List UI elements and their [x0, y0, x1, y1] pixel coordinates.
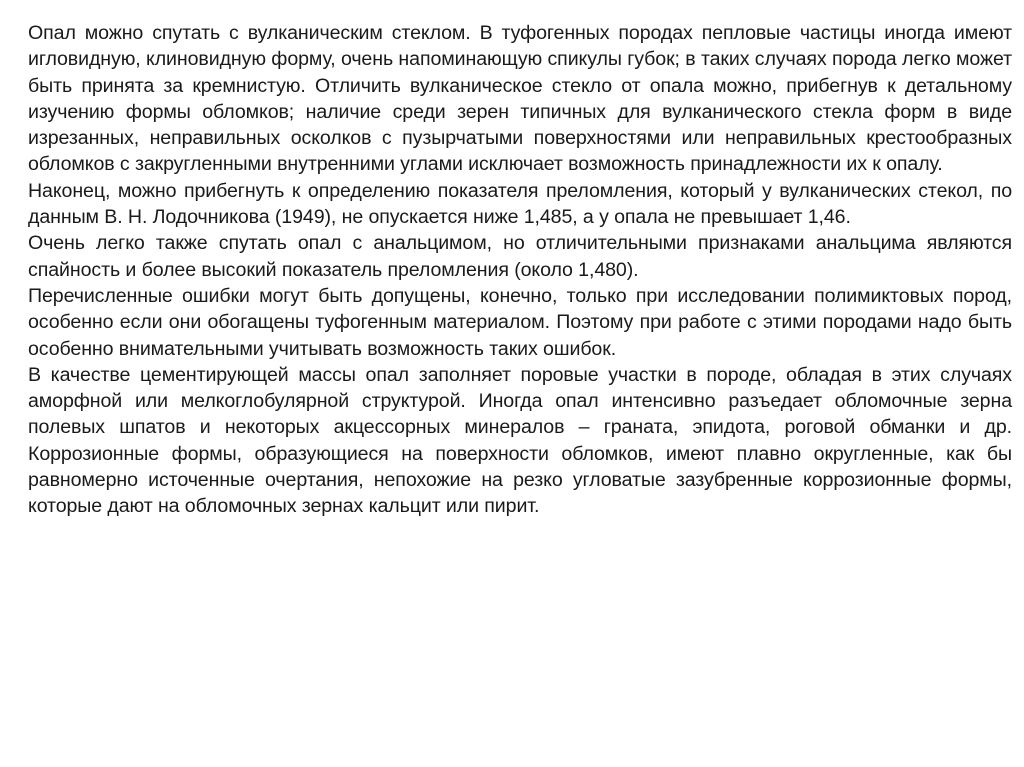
paragraph-analcime: Очень легко также спутать опал с анальцимом, но отличительными признаками анальцима являются спайность и более высокий показатель преломления (около 1,480).	[28, 232, 1012, 281]
paragraph-errors: Перечисленные ошибки могут быть допущены, конечно, только при исследовании полимиктовых пород, особенно если они обогащены туфогенным материалом. Поэтому при работе с этими породами надо быть особенно внимательными учитывать возможность таких ошибок.	[28, 284, 1012, 360]
paragraph-opal-volcanic-glass: Опал можно спутать с вулканическим стеклом. В туфогенных породах пепловые частицы иногда имеют игловидную, клиновидную форму, очень напоминающую спикулы губок; в таких случаях порода легко может быть принята за кремнистую. Отличить вулканическое стекло от опала можно, прибегнув к детальному изучению формы обломков; наличие среди зерен типичных для вулканического стекла форм в виде изрезанных, неправильных осколков с пузырчатыми поверхностями или неправильных крестообразных обломков с закругленными внутренними углами исключает возможность принадлежности их к опалу.	[28, 22, 1012, 176]
document-page	[28, 20, 1012, 520]
paragraph-refractive-index: Наконец, можно прибегнуть к определению показателя преломления, который у вулканических стекол, по данным В. Н. Лодочникова (1949), не опускается ниже 1,485, а у опала не превышает 1,46.	[28, 179, 1012, 229]
paragraph-cement-mass: В качестве цементирующей массы опал заполняет поровые участки в породе, обладая в этих случаях аморфной или мелкоглобулярной структурой. Иногда опал интенсивно разъедает обломочные зерна полевых шпатов и некоторых акцессорных минералов – граната, эпидота, роговой обманки и др. Коррозионные формы, образующиеся на поверхности обломков, имеют плавно округленные, как бы равномерно источенные очертания, непохожие на резко угловатые зазубренные коррозионные формы, которые дают на обломочных зернах кальцит или пирит.	[28, 363, 1012, 518]
